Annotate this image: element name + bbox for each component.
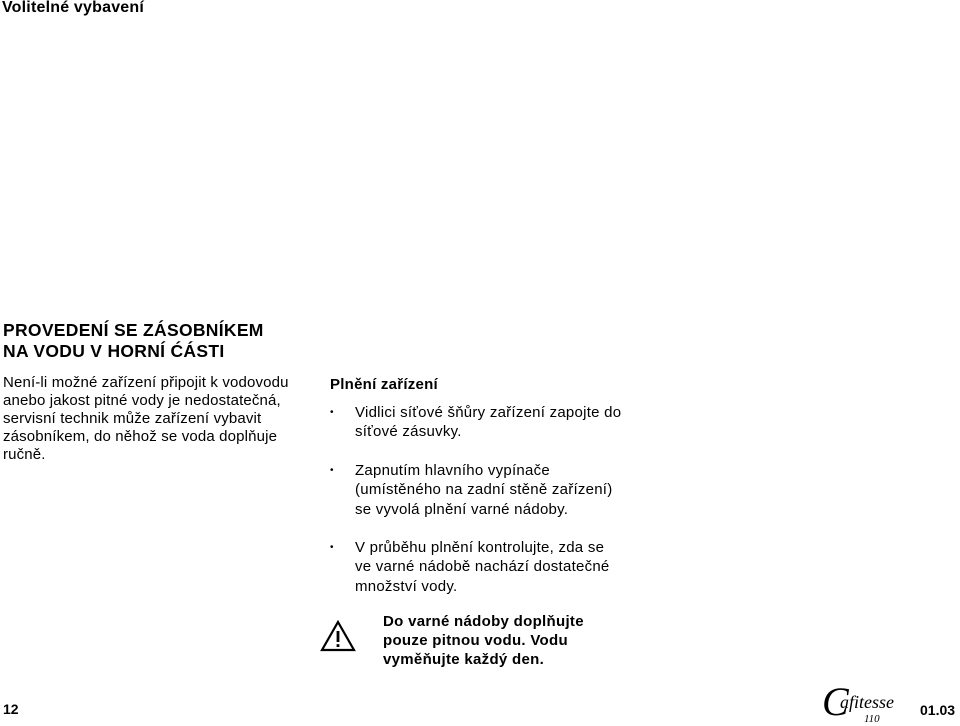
bullet-item xyxy=(330,538,650,596)
bullet-text xyxy=(355,538,650,596)
bullet-line: Zapnutím hlavního vypínače xyxy=(355,462,550,479)
cafitesse-logo xyxy=(822,679,902,726)
bullet-line: se vyvolá plnění varné nádoby. xyxy=(355,500,569,518)
warning-line: vyměňujte každý den. xyxy=(383,651,545,668)
intro-line: ručně. xyxy=(3,446,46,463)
intro-line: anebo jakost pitné vody je nedostatečná, xyxy=(3,392,281,409)
warning-line: pouze pitnou vodu. Vodu xyxy=(383,632,568,649)
intro-line: Není-li možné zařízení připojit k vodovodu xyxy=(3,374,289,391)
bullet-text xyxy=(355,461,650,519)
bullet-line: Vidlici síťové šňůry zařízení zapojte do xyxy=(355,404,622,421)
bullet-marker: • xyxy=(330,465,334,476)
brand-word: afitesse xyxy=(840,692,894,712)
bullet-line: množství vody. xyxy=(355,577,458,595)
warning-notice xyxy=(320,612,660,672)
bullet-line: síťové zásuvky. xyxy=(355,423,462,441)
warning-triangle-icon xyxy=(320,620,356,652)
intro-paragraph xyxy=(3,374,303,464)
bullet-line: V průběhu plnění kontrolujte, zda se xyxy=(355,539,605,556)
brand-model: 110 xyxy=(864,713,880,725)
section-heading-line-2: NA VODU V HORNÍ ĆÁSTI xyxy=(3,341,225,361)
filling-subheading: Plnění zařízení xyxy=(330,376,438,393)
page-header-title: Volitelné vybavení xyxy=(2,0,145,16)
brand-initial: C xyxy=(822,679,849,724)
bullet-line: (umístěného na zadní stěně zařízení) xyxy=(355,481,613,499)
bullet-item xyxy=(330,403,650,442)
bullet-marker: • xyxy=(330,542,334,553)
warning-text xyxy=(383,612,643,669)
bullet-item xyxy=(330,461,650,519)
bullet-marker: • xyxy=(330,407,334,418)
page-number: 12 xyxy=(3,701,19,717)
intro-line: servisní technik může zařízení vybavit xyxy=(3,410,262,427)
bullet-line: ve varné nádobě nachází dostatečné xyxy=(355,558,610,576)
bullet-text xyxy=(355,403,650,442)
warning-line: Do varné nádoby doplňujte xyxy=(383,613,584,630)
intro-line: zásobníkem, do něhož se voda doplňuje xyxy=(3,428,278,445)
document-version: 01.03 xyxy=(920,702,956,718)
section-heading xyxy=(3,320,303,362)
section-heading-line-1: PROVEDENÍ SE ZÁSOBNÍKEM xyxy=(3,320,264,340)
